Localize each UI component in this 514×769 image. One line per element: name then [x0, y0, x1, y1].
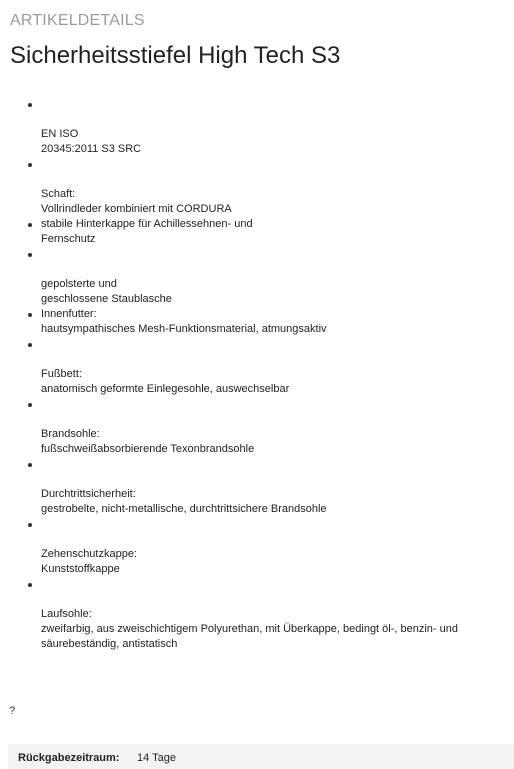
detail-line: Innenfutter:: [41, 308, 97, 320]
detail-line: anatomisch geformte Einlegesohle, auswechselbar: [41, 383, 290, 395]
list-bullet: [28, 523, 32, 527]
detail-line: Vollrindleder kombiniert mit CORDURA: [41, 203, 232, 215]
detail-line: Brandsohle:: [41, 428, 100, 440]
list-bullet: [28, 313, 32, 317]
detail-line: hautsympathisches Mesh-Funktionsmaterial, atmungsaktiv: [41, 323, 327, 335]
list-bullet: [28, 163, 32, 167]
detail-line: Kunststoffkappe: [41, 563, 120, 575]
detail-line: fußschweißabsorbierende Texonbrandsohle: [41, 443, 255, 455]
list-bullet: [28, 223, 32, 227]
list-bullet: [28, 253, 32, 257]
detail-line: gestrobelte, nicht-metallische, durchtrittsichere Brandsohle: [41, 503, 327, 515]
list-bullet: [28, 103, 32, 107]
list-bullet: [28, 403, 32, 407]
detail-line: Fußbett:: [41, 368, 82, 380]
detail-line: zweifarbig, aus zweischichtigem Polyurethan, mit Überkappe, bedingt öl-, benzin- und: [41, 623, 458, 635]
detail-line: stabile Hinterkappe für Achillessehnen- und: [41, 218, 253, 230]
detail-line: Fernschutz: [41, 233, 96, 245]
detail-line: gepolsterte und: [41, 278, 117, 290]
detail-line: EN ISO: [41, 128, 79, 140]
detail-line: Schaft:: [41, 188, 76, 200]
detail-line: geschlossene Staublasche: [41, 293, 172, 305]
return-period-row: [8, 744, 514, 769]
detail-line: Laufsohle:: [41, 608, 92, 620]
list-bullet: [28, 463, 32, 467]
detail-line: Durchtrittsicherheit:: [41, 488, 136, 500]
return-period-label: Rückgabezeitraum:: [18, 752, 120, 764]
question-mark: ?: [9, 705, 16, 717]
section-label: ARTIKELDETAILS: [10, 12, 145, 29]
detail-line: Zehenschutzkappe:: [41, 548, 138, 560]
detail-line: 20345:2011 S3 SRC: [41, 143, 142, 155]
list-bullet: [28, 583, 32, 587]
list-bullet: [28, 343, 32, 347]
detail-line: säurebeständig, antistatisch: [41, 638, 178, 650]
page-title: Sicherheitsstiefel High Tech S3: [10, 42, 341, 69]
return-period-value: 14 Tage: [137, 752, 176, 764]
